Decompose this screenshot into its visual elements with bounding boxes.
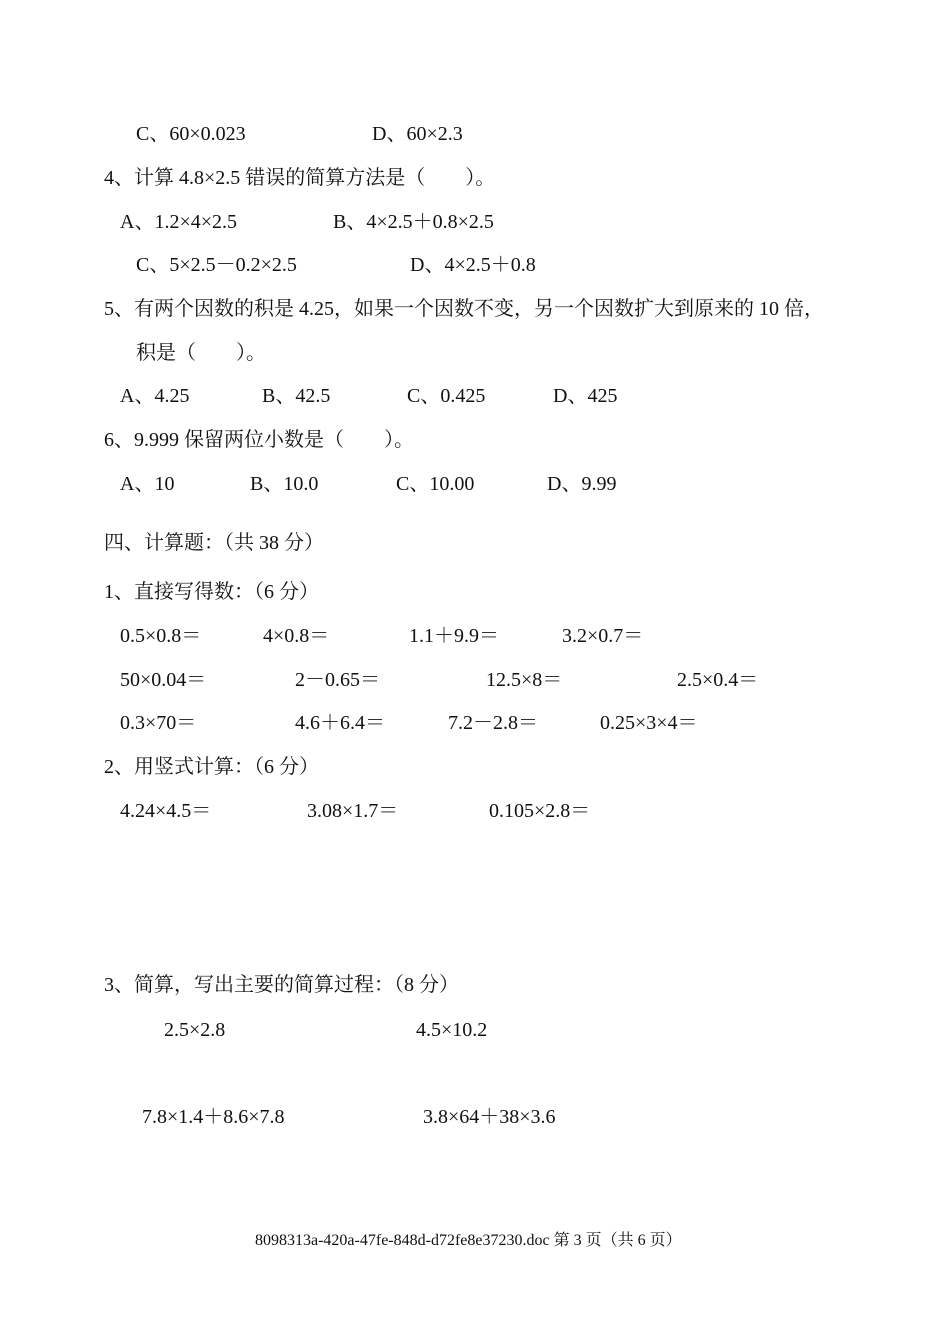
q6-option-c: C、10.00 [396, 473, 475, 495]
p3-item-3: 7.8×1.4＋8.6×7.8 [142, 1106, 285, 1128]
p3-item-1: 2.5×2.8 [164, 1019, 226, 1041]
p1-r2-c3: 12.5×8＝ [486, 669, 563, 691]
p2-item-1: 4.24×4.5＝ [120, 800, 212, 822]
q6-question: 6、9.999 保留两位小数是（ ）。 [104, 429, 414, 451]
q4-option-c: C、5×2.5－0.2×2.5 [136, 254, 297, 276]
p1-r1-c4: 3.2×0.7＝ [562, 625, 644, 647]
q5-option-b: B、42.5 [262, 385, 331, 407]
p1-r3-c4: 0.25×3×4＝ [600, 712, 698, 734]
p1-r2-c1: 50×0.04＝ [120, 669, 207, 691]
p1-r3-c3: 7.2－2.8＝ [448, 712, 538, 734]
q3-option-d: D、60×2.3 [372, 123, 463, 145]
q6-option-a: A、10 [120, 473, 175, 495]
p1-r1-c1: 0.5×0.8＝ [120, 625, 202, 647]
q3-option-c: C、60×0.023 [136, 123, 246, 145]
p1-r3-c2: 4.6＋6.4＝ [295, 712, 385, 734]
p1-r1-c3: 1.1＋9.9＝ [409, 625, 499, 647]
p3-item-4: 3.8×64＋38×3.6 [423, 1106, 556, 1128]
page-footer: 8098313a-420a-47fe-848d-d72fe8e37230.doc 第 3 页（共 6 页） [255, 1232, 682, 1249]
q5-question-line1: 5、有两个因数的积是 4.25，如果一个因数不变，另一个因数扩大到原来的 10 倍， [104, 298, 824, 320]
p2-item-2: 3.08×1.7＝ [307, 800, 399, 822]
part3-title: 3、简算，写出主要的简算过程：（8 分） [104, 974, 459, 996]
p3-item-2: 4.5×10.2 [416, 1019, 488, 1041]
q5-option-c: C、0.425 [407, 385, 486, 407]
q5-option-a: A、4.25 [120, 385, 190, 407]
p1-r2-c4: 2.5×0.4＝ [677, 669, 759, 691]
part1-title: 1、直接写得数：（6 分） [104, 581, 319, 603]
q5-option-d: D、425 [553, 385, 618, 407]
q4-option-a: A、1.2×4×2.5 [120, 211, 238, 233]
part2-title: 2、用竖式计算：（6 分） [104, 756, 319, 778]
q6-option-b: B、10.0 [250, 473, 319, 495]
p1-r1-c2: 4×0.8＝ [263, 625, 330, 647]
p1-r2-c2: 2－0.65＝ [295, 669, 380, 691]
q5-question-line2: 积是（ ）。 [136, 342, 266, 364]
q4-question: 4、计算 4.8×2.5 错误的简算方法是（ ）。 [104, 167, 496, 189]
p2-item-3: 0.105×2.8＝ [489, 800, 591, 822]
q6-option-d: D、9.99 [547, 473, 617, 495]
q4-option-b: B、4×2.5＋0.8×2.5 [333, 211, 494, 233]
p1-r3-c1: 0.3×70＝ [120, 712, 197, 734]
section-heading: 四、计算题：（共 38 分） [104, 532, 324, 554]
q4-option-d: D、4×2.5＋0.8 [410, 254, 536, 276]
